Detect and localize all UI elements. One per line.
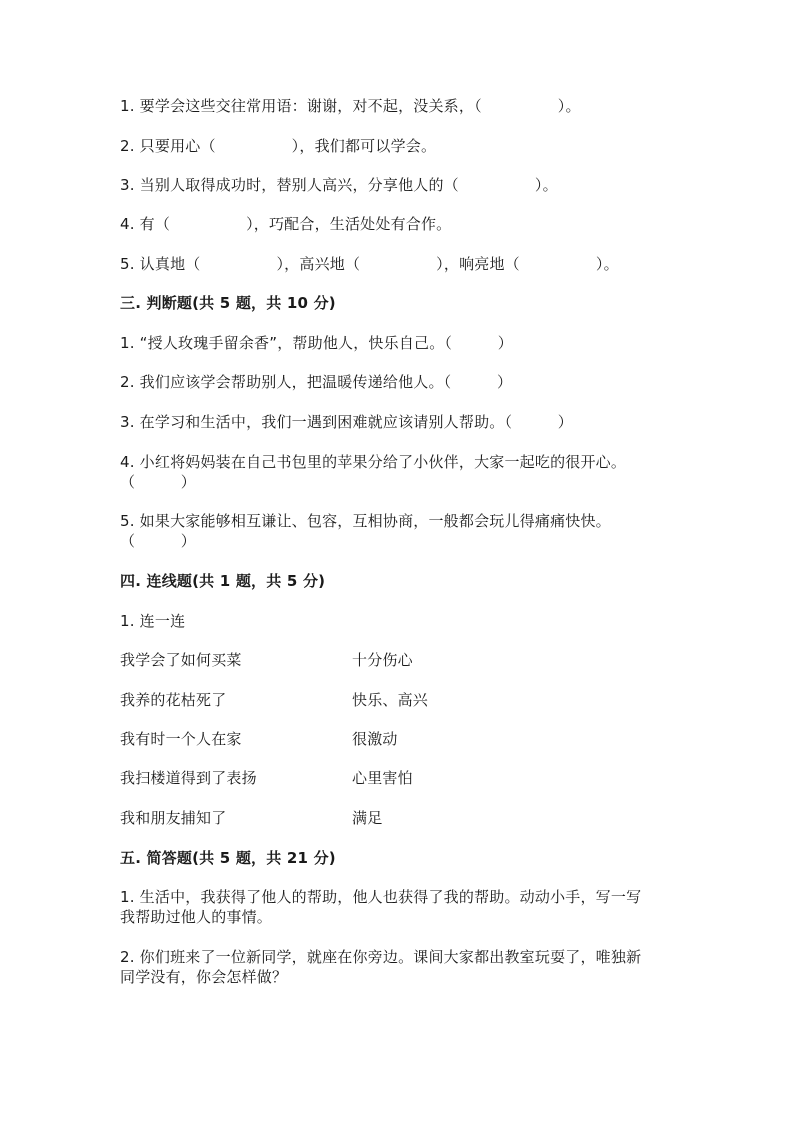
matching-left-3: 我有时一个人在家: [120, 730, 242, 748]
short-answer-item-1: 1. 生活中，我获得了他人的帮助，他人也获得了我的帮助。动动小手，写一写: [120, 888, 642, 906]
short-answer-item-1-cont: 我帮助过他人的事情。: [120, 908, 273, 926]
fill-blank-item-3: 3. 当别人取得成功时，替别人高兴，分享他人的（ ）。: [120, 176, 558, 194]
matching-left-2: 我养的花枯死了: [120, 691, 227, 709]
judgment-item-3: 3. 在学习和生活中，我们一遇到困难就应该请别人帮助。（ ）: [120, 413, 573, 431]
judgment-item-5-answer: （ ）: [120, 532, 197, 550]
matching-right-3: 很激动: [352, 730, 398, 748]
matching-right-5: 满足: [352, 809, 383, 827]
short-answer-item-2-cont: 同学没有，你会怎样做？: [120, 968, 288, 986]
matching-right-1: 十分伤心: [352, 651, 413, 669]
matching-left-5: 我和朋友捕知了: [120, 809, 227, 827]
judgment-heading: 三. 判断题(共 5 题，共 10 分): [120, 294, 336, 312]
matching-left-1: 我学会了如何买菜: [120, 651, 242, 669]
short-answer-heading: 五. 简答题(共 5 题，共 21 分): [120, 849, 336, 867]
judgment-item-4: 4. 小红将妈妈装在自己书包里的苹果分给了小伙伴，大家一起吃的很开心。: [120, 453, 627, 471]
fill-blank-item-5: 5. 认真地（ ），高兴地（ ），响亮地（ ）。: [120, 255, 619, 273]
fill-blank-item-4: 4. 有（ ），巧配合，生活处处有合作。: [120, 215, 452, 233]
matching-instruction: 1. 连一连: [120, 612, 186, 630]
matching-right-4: 心里害怕: [352, 769, 413, 787]
judgment-item-5: 5. 如果大家能够相互谦让、包容，互相协商，一般都会玩儿得痛痛快快。: [120, 512, 611, 530]
matching-right-2: 快乐、高兴: [352, 691, 429, 709]
short-answer-item-2: 2. 你们班来了一位新同学，就座在你旁边。课间大家都出教室玩耍了，唯独新: [120, 948, 642, 966]
matching-heading: 四. 连线题(共 1 题，共 5 分): [120, 572, 326, 590]
judgment-item-4-answer: （ ）: [120, 473, 197, 491]
fill-blank-item-1: 1. 要学会这些交往常用语：谢谢，对不起，没关系，（ ）。: [120, 97, 581, 115]
matching-left-4: 我扫楼道得到了表扬: [120, 769, 257, 787]
judgment-item-2: 2. 我们应该学会帮助别人，把温暖传递给他人。（ ）: [120, 373, 513, 391]
judgment-item-1: 1. “授人玫瑰手留余香”，帮助他人，快乐自己。（ ）: [120, 334, 513, 352]
fill-blank-item-2: 2. 只要用心（ ），我们都可以学会。: [120, 137, 437, 155]
